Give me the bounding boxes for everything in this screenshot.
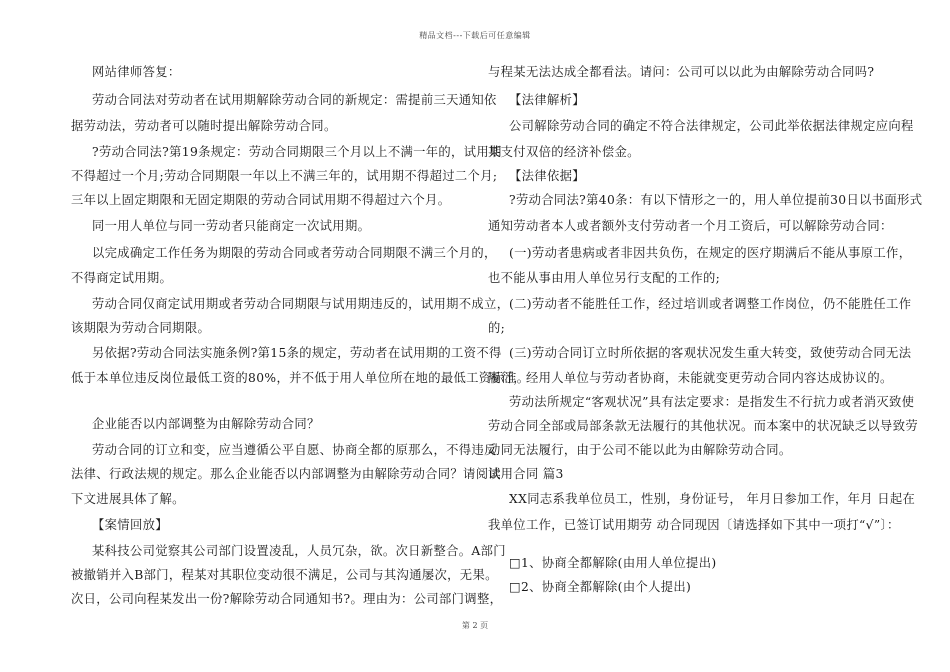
text-line: 公司解除劳动合同的确定不符合法律规定，公司此举依据法律规定应向程 [509,119,914,133]
page-header: 精品文档---下载后可任意编辑 [419,31,531,40]
checkbox-option: □2、协商全都解除(由个人提出) [509,580,692,594]
text-line: 据劳动法，劳动者可以随时提出解除劳动合同。 [71,119,337,133]
section-heading: 【案情回放】 [92,518,168,532]
text-line: ?劳动合同法?第19条规定：劳动合同期限三个月以上不满一年的，试用期 [92,145,502,159]
text-line: 低于本单位违反岗位最低工资的80%，并不低于用人单位所在地的最低工资标准。 [71,371,530,385]
text-line: 与程某无法达成全都看法。请问：公司可以以此为由解除劳动合同吗? [488,65,875,79]
text-line: (三)劳动合同订立时所依据的客观状况发生重大转变，致使劳动合同无法 [509,346,912,360]
text-line: 劳动法所规定“客观状况”具有法定要求：是指发生不行抗力或者消灭致使 [509,395,915,409]
text-line: 劳动合同仅商定试用期或者劳动合同期限与试用期违反的，试用期不成立， [92,297,510,311]
text-line: 该期限为劳动合同期限。 [71,321,211,335]
text-line: 次日，公司向程某发出一份?解除劳动合同通知书?。理由为：公司部门调整， [71,592,503,606]
text-line: 动同无法履行，由于公司不能以此为由解除劳动合同。 [488,443,792,457]
text-line: 另依据?劳动合同法实施条例?第15条的规定，劳动者在试用期的工资不得 [92,346,502,360]
section-heading: 【法律解析】 [509,93,585,107]
text-line: 不得超过一个月;劳动合同期限一年以上不满三年的，试用期不得超过二个月; [71,169,498,183]
text-line: (二)劳动者不能胜任工作，经过培训或者调整工作岗位，仍不能胜任工作 [509,297,912,311]
text-line: XX同志系我单位员工，性别，身份证号， 年月日参加工作，年月 日起在 [509,492,916,506]
section-heading: 【法律依据】 [509,169,585,183]
text-line: 某支付双倍的经济补偿金。 [488,145,640,159]
text-line: 某科技公司觉察其公司部门设置凌乱，人员冗杂，欲。次日新整合。A部门 [92,544,506,558]
text-line: 同一用人单位与同一劳动者只能商定一次试用期。 [92,219,371,233]
text-line: 履行，经用人单位与劳动者协商，未能就变更劳动合同内容达成协议的。 [488,371,893,385]
text-line: 三年以上固定期限和无固定期限的劳动合同试用期不得超过六个月。 [71,193,451,207]
checkbox-option: □1、协商全都解除(由用人单位提出) [509,556,717,570]
text-line: 法律、行政法规的规定。那么企业能否以内部调整为由解除劳动合同？请阅读 [71,467,501,481]
text-line: 企业能否以内部调整为由解除劳动合同？ [92,417,320,431]
text-line: 通知劳动者本人或者额外支付劳动者一个月工资后，可以解除劳动合同： [488,219,893,233]
text-line: 也不能从事由用人单位另行支配的工作的; [488,271,721,285]
page-number: 第 2 页 [461,621,489,630]
text-line: (一)劳动者患病或者非因共负伤，在规定的医疗期满后不能从事原工作， [509,246,912,260]
text-line: 的; [488,321,506,335]
text-line: 劳动合同的订立和变，应当遵循公平自愿、协商全都的原那么，不得违反 [92,443,497,457]
text-line: 不得商定试用期。 [71,271,173,285]
text-line: 劳动合同全部或局部条款无法履行的其他状况。而本案中的状况缺乏以导致劳 [488,419,918,433]
text-line: 劳动合同法对劳动者在试用期解除劳动合同的新规定：需提前三天通知依 [92,93,497,107]
text-line: 以完成确定工作任务为期限的劳动合同或者劳动合同期限不满三个月的， [92,246,497,260]
section-heading: 试用合同 篇3 [488,467,564,481]
text-line: ?劳动合同法?第40条：有以下情形之一的，用人单位提前30日以书面形式 [509,193,923,207]
text-line: 被撤销并入B部门，程某对其职位变动很不满足，公司与其沟通屡次，无果。 [71,568,498,582]
text-line: 我单位工作，已签订试用期劳 动合同现因〔请选择如下其中一项打“√”〕： [488,518,900,532]
text-line: 下文进展具体了解。 [71,492,185,506]
text-line: 网站律师答复： [92,65,181,79]
